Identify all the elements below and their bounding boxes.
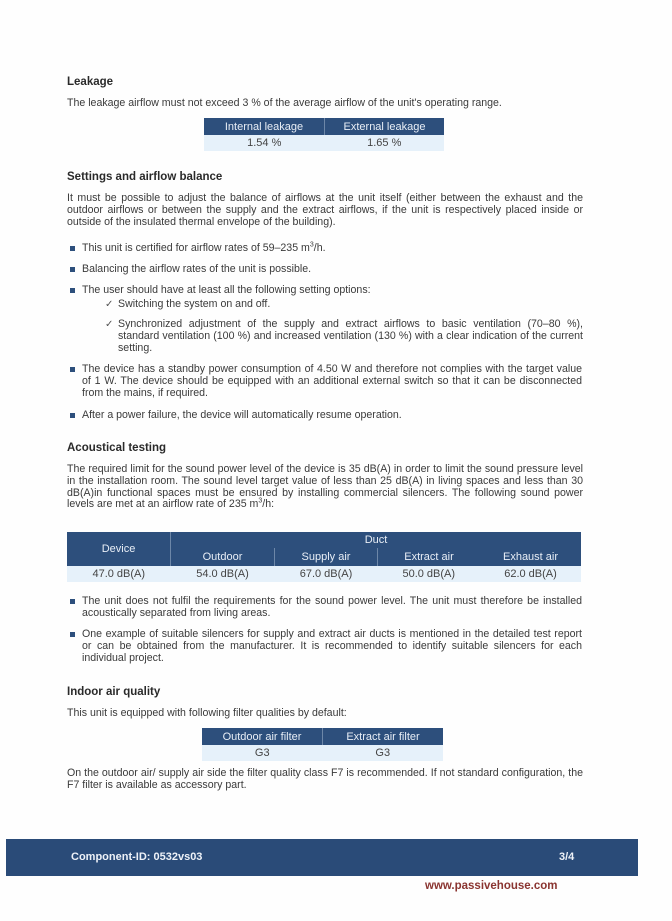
- bullet-text: This unit is certified for airflow rates of 59–235 m: [82, 242, 310, 254]
- table-header-cell: Outdoor: [171, 548, 275, 566]
- table-header-row: [67, 532, 581, 548]
- table-cell: 1.54 %: [204, 135, 325, 151]
- website-link[interactable]: www.passivehouse.com: [425, 880, 558, 892]
- table-cell: 67.0 dB(A): [275, 566, 378, 582]
- list-item: [82, 364, 582, 399]
- indoor-heading: Indoor air quality: [67, 686, 161, 698]
- component-id: Component-ID: 0532vs03: [71, 851, 203, 863]
- list-item: [82, 264, 582, 276]
- list-item: [82, 629, 582, 664]
- superscript: 3: [258, 497, 263, 505]
- table-header-cell: Duct: [171, 532, 582, 548]
- settings-heading: Settings and airflow balance: [67, 171, 223, 183]
- check-text: Synchronized adjustment of the supply and extract airflows to basic ventilation (70–80 %), standard ventilation (100 %) and increased ventilation (130 %) with a clear indication of the current setting.: [118, 318, 583, 354]
- bullet-square-icon: [70, 267, 75, 272]
- checkmark-icon: ✓: [105, 319, 114, 330]
- table-header-cell: Internal leakage: [204, 118, 325, 135]
- table-row: [202, 745, 443, 761]
- list-item: [82, 596, 582, 620]
- table-header-cell: Extract air filter: [323, 728, 444, 745]
- table-cell: 1.65 %: [325, 135, 445, 151]
- table-header-row: [204, 118, 444, 135]
- table-cell: 50.0 dB(A): [378, 566, 481, 582]
- page-number: 3/4: [559, 851, 575, 863]
- footer-bar: [6, 839, 638, 876]
- acoustic-text: [67, 464, 583, 511]
- list-item: [82, 243, 582, 255]
- indoor-note: On the outdoor air/ supply air side the filter quality class F7 is recommended. If not standard configuration, the F7 filter is available as accessory part.: [67, 767, 583, 791]
- bullet-text: The device has a standby power consumption of 4.50 W and therefore not complies with the target value of 1 W. The device should be equipped with an additional external switch so that it can be disconnected from the mains, if required.: [82, 363, 582, 399]
- bullet-square-icon: [70, 413, 75, 418]
- table-cell: 54.0 dB(A): [171, 566, 275, 582]
- table-header-row: [202, 728, 443, 745]
- bullet-square-icon: [70, 246, 75, 251]
- bullet-text: The user should have at least all the following setting options:: [82, 284, 371, 296]
- table-row: [67, 566, 581, 582]
- table-cell: G3: [323, 745, 444, 761]
- check-list-item: [105, 318, 583, 354]
- table-header-cell: Supply air: [275, 548, 378, 566]
- bullet-text-suffix: /h.: [313, 242, 326, 254]
- bullet-square-icon: [70, 367, 75, 372]
- checkmark-icon: ✓: [105, 299, 114, 310]
- leakage-table: [204, 118, 444, 151]
- settings-text: It must be possible to adjust the balance of airflows at the unit itself (either between the exhaust and the outdoor airflows or between the supply and the extract airflows, if the unit is respectively placed inside or outside of the insulated thermal envelope of the building).: [67, 192, 583, 228]
- bullet-square-icon: [70, 288, 75, 293]
- list-item: [82, 285, 582, 297]
- acoustic-text-suffix: /h:: [262, 498, 275, 511]
- bullet-text: The unit does not fulfil the requirements for the sound power level. The unit must therefore be installed acoustically separated from living areas.: [82, 595, 582, 619]
- table-cell: G3: [202, 745, 323, 761]
- table-header-cell: Extract air: [378, 548, 481, 566]
- superscript: 3: [309, 241, 314, 249]
- bullet-text: After a power failure, the device will automatically resume operation.: [82, 409, 402, 421]
- indoor-text: This unit is equipped with following filter qualities by default:: [67, 707, 347, 719]
- acoustic-heading: Acoustical testing: [67, 442, 167, 454]
- table-header-cell: External leakage: [325, 118, 445, 135]
- check-list-item: [105, 298, 583, 311]
- table-cell: 62.0 dB(A): [480, 566, 581, 582]
- table-header-cell: Exhaust air: [480, 548, 581, 566]
- acoustic-text-body: The required limit for the sound power level of the device is 35 dB(A) in order to limit the sound pressure level in the installation room. The sound level target value of less than 25 dB(A) in living spaces and less than 30 dB(A)in functional spaces must be ensured by installing commercial silencers. The following sound power levels are met at an airflow rate of 235 m: [67, 463, 583, 511]
- filter-table: [202, 728, 443, 761]
- table-header-cell: Device: [67, 532, 171, 566]
- leakage-text: The leakage airflow must not exceed 3 % of the average airflow of the unit's operating range.: [67, 97, 502, 109]
- table-header-cell: Outdoor air filter: [202, 728, 323, 745]
- check-text: Switching the system on and off.: [118, 298, 271, 310]
- bullet-text: Balancing the airflow rates of the unit is possible.: [82, 263, 312, 275]
- table-row: [204, 135, 444, 151]
- sound-power-table: [67, 532, 581, 582]
- bullet-square-icon: [70, 632, 75, 637]
- table-cell: 47.0 dB(A): [67, 566, 171, 582]
- bullet-text: One example of suitable silencers for supply and extract air ducts is mentioned in the detailed test report or can be obtained from the manufacturer. It is recommended to identify suitable silencers for each individual project.: [82, 628, 582, 664]
- bullet-square-icon: [70, 599, 75, 604]
- leakage-heading: Leakage: [67, 76, 114, 88]
- list-item: [82, 410, 582, 422]
